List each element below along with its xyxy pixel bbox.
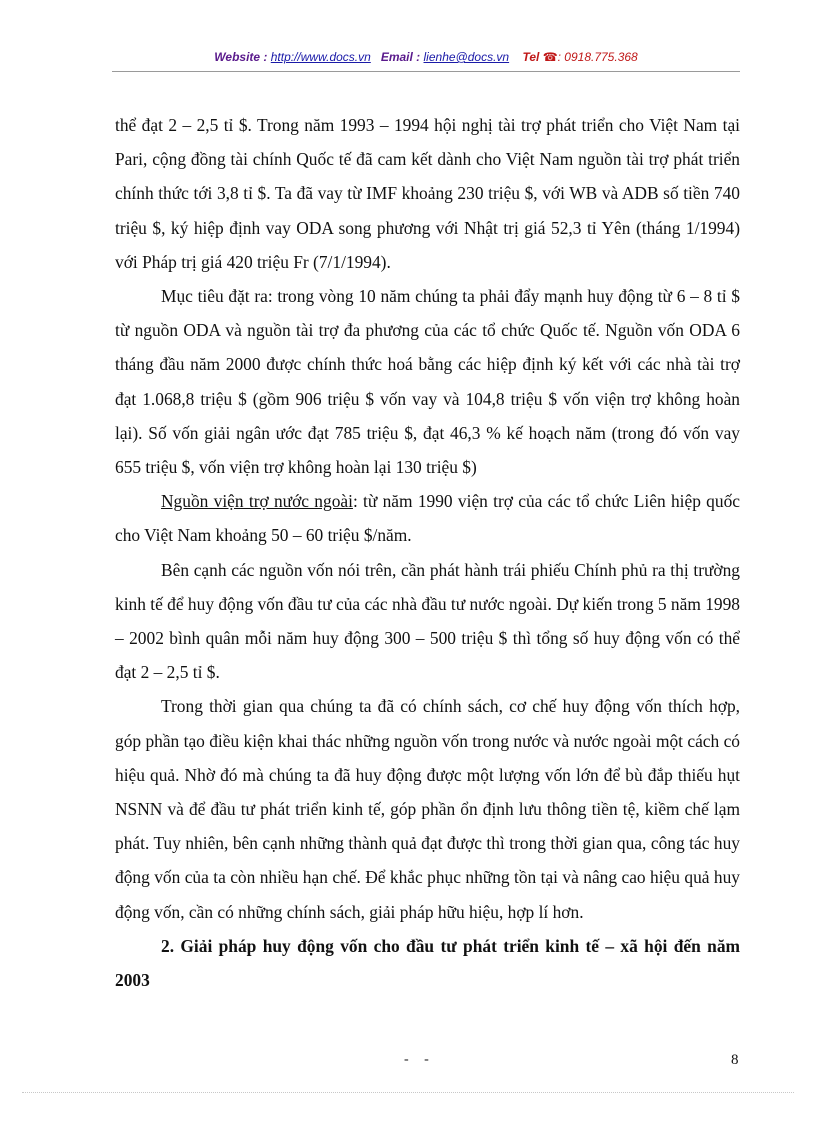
page-header xyxy=(112,50,740,70)
paragraph-3 xyxy=(115,484,740,552)
phone-icon: ☎ xyxy=(542,50,558,64)
tel-number: : 0918.775.368 xyxy=(557,50,638,64)
page-number: 8 xyxy=(731,1052,739,1068)
paragraph-2: Mục tiêu đặt ra: trong vòng 10 năm chúng ta phải đẩy mạnh huy động từ 6 – 8 tỉ $ từ nguồn ODA và nguồn tài trợ đa phương của các tổ chức Quốc tế. Nguồn vốn ODA 6 tháng đầu năm 2000 được chính thức hoá bằng các hiệp định ký kết với các nhà tài trợ đạt 1.068,8 triệu $ (gồm 906 triệu $ vốn vay và 104,8 triệu $ vốn viện trợ không hoàn lại). Số vốn giải ngân ước đạt 785 triệu $, đạt 46,3 % kế hoạch năm (trong đó vốn vay 655 triệu $, vốn viện trợ không hoàn lại 130 triệu $) xyxy=(115,286,740,478)
paragraph-4: Bên cạnh các nguồn vốn nói trên, cần phát hành trái phiếu Chính phủ ra thị trường kinh tế để huy động vốn đầu tư của các nhà đầu tư nước ngoài. Dự kiến trong 5 năm 1998 – 2002 bình quân mỗi năm huy động 300 – 500 triệu $ thì tổng số huy động vốn có thể đạt 2 – 2,5 tỉ $. xyxy=(115,559,740,683)
header-divider xyxy=(112,71,740,72)
section-heading: 2. Giải pháp huy động vốn cho đầu tư phát triển kinh tế – xã hội đến năm 2003 xyxy=(115,935,740,991)
website-label: Website : xyxy=(214,50,268,64)
paragraph-3-text: : từ năm 1990 viện trợ của các tổ chức Liên hiệp quốc cho Việt Nam khoảng 50 – 60 triệu $/năm. xyxy=(115,491,740,546)
website-link[interactable]: http://www.docs.vn xyxy=(270,50,371,64)
tel-label: Tel xyxy=(522,50,540,64)
email-label: Email : xyxy=(380,50,421,64)
paragraph-1: thể đạt 2 – 2,5 tỉ $. Trong năm 1993 – 1994 hội nghị tài trợ phát triển cho Việt Nam tại Pari, cộng đồng tài chính Quốc tế đã cam kết dành cho Việt Nam nguồn tài trợ phát triển chính thức tới 3,8 tỉ $. Ta đã vay từ IMF khoảng 230 triệu $, với WB và ADB số tiền 740 triệu $, ký hiệp định vay ODA song phương với Nhật trị giá 52,3 tỉ Yên (tháng 1/1994) với Pháp trị giá 420 triệu Fr (7/1/1994). xyxy=(115,115,740,272)
paragraph-5: Trong thời gian qua chúng ta đã có chính sách, cơ chế huy động vốn thích hợp, góp phần tạo điều kiện khai thác những nguồn vốn trong nước và nước ngoài một cách có hiệu quả. Nhờ đó mà chúng ta đã huy động được một lượng vốn lớn để bù đắp thiếu hụt NSNN và để đầu tư phát triển kinh tế, góp phần ổn định lưu thông tiền tệ, kiềm chế lạm phát. Tuy nhiên, bên cạnh những thành quả đạt được thì trong thời gian qua, công tác huy động vốn của ta còn nhiều hạn chế. Để khắc phục những tồn tại và nâng cao hiệu quả huy động vốn, cần có những chính sách, giải pháp hữu hiệu, hợp lí hơn. xyxy=(115,696,740,922)
page-bottom-divider xyxy=(22,1092,794,1093)
email-link[interactable]: lienhe@docs.vn xyxy=(423,50,510,64)
paragraph-3-lead: Nguồn viện trợ nước ngoài xyxy=(161,491,353,512)
document-body xyxy=(115,108,740,997)
footer-dashes: - - xyxy=(404,1052,435,1067)
